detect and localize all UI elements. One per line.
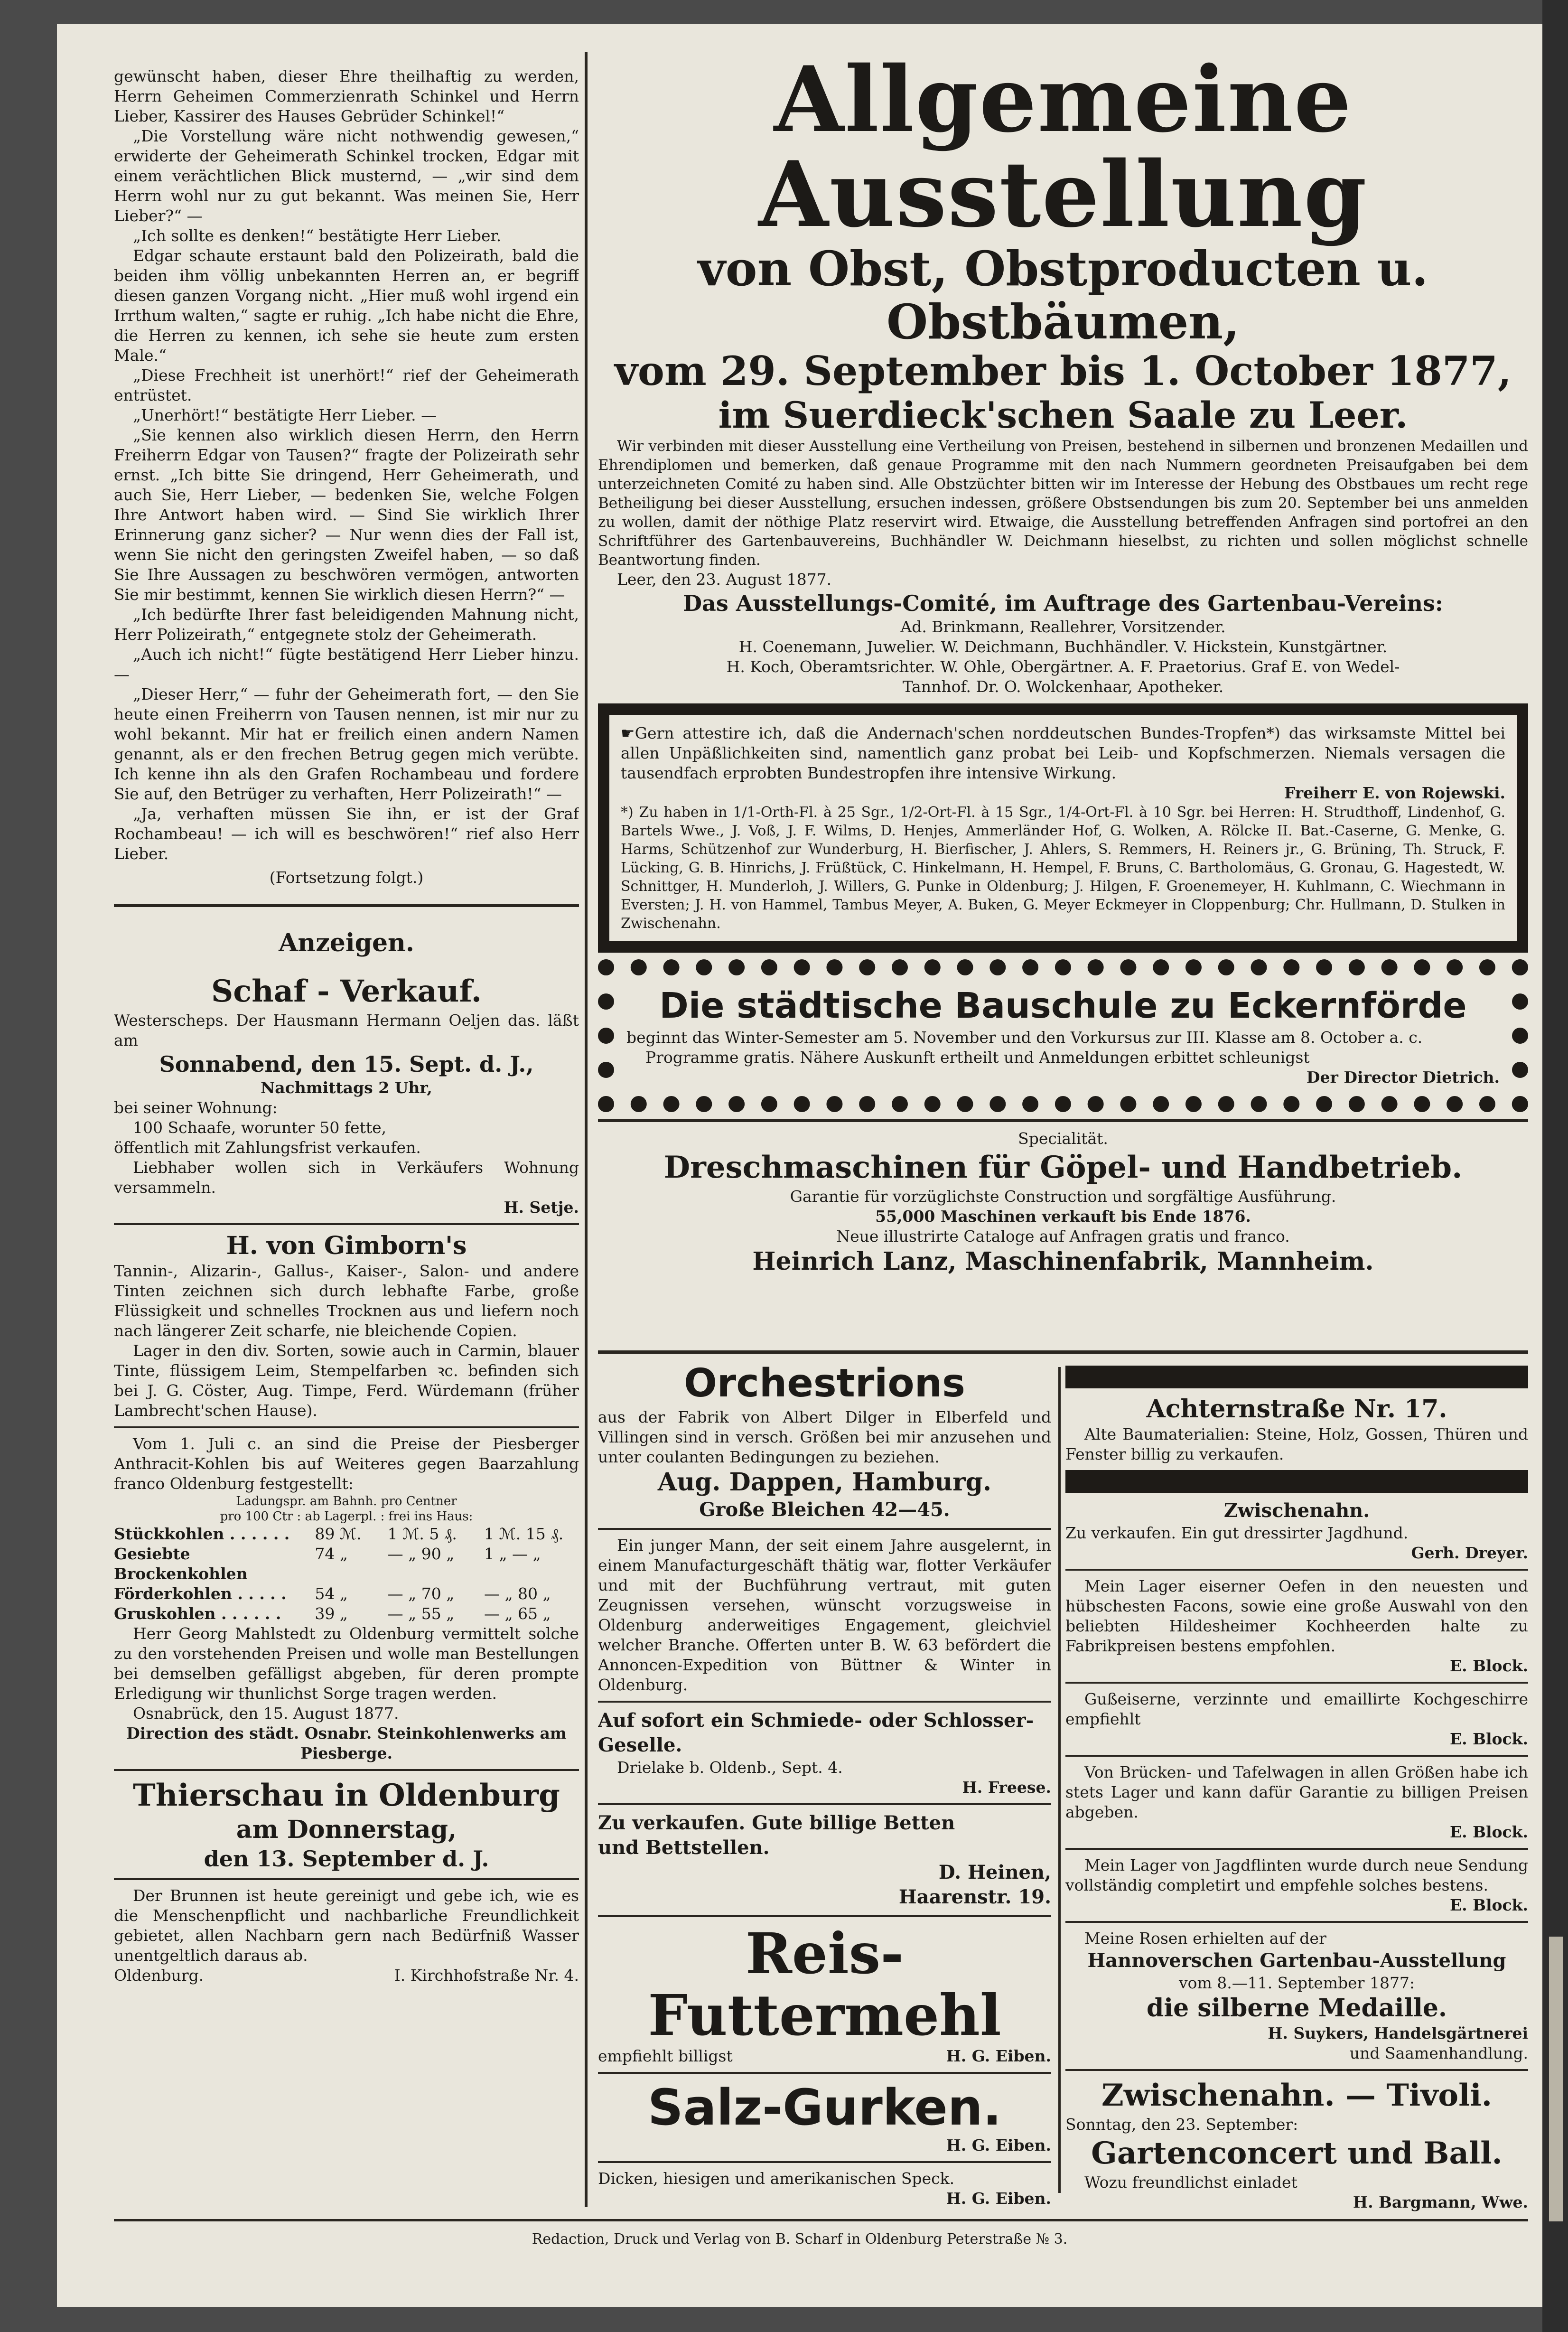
table-row: [114, 1584, 579, 1604]
story-paragraph: „Dieser Herr,“ — fuhr der Geheimerath fort, — den Sie heute einen Freiherrn von Tausen nennen, ist mir nur zu wohl bekannt. Mir hat er freilich einen andern Namen genannt, als er den frechen Betrug gegen mich verübte. Ich kenne ihn als den Grafen Rochambeau und fordere Sie auf, den Betrüger zu verhaften, Herr Polizeirath!“ —: [114, 685, 579, 803]
ad-schaf: [114, 973, 579, 1218]
ad-text: Alte Baumaterialien: Steine, Holz, Gossen, Thüren und Fenster billig zu verkaufen.: [1065, 1425, 1528, 1463]
ad-junger-mann: [598, 1536, 1051, 1695]
committee-member: Tannhof. Dr. O. Wolckenhaar, Apotheker.: [902, 677, 1224, 696]
ad-reis: [598, 1920, 1051, 2066]
cell: 1 „ — „: [484, 1545, 541, 1563]
ad-text: Garantie für vorzüglichste Construction und sorgfältige Ausführung.: [790, 1187, 1336, 1206]
ad-signature: Direction des städt. Osnabr. Steinkohlenwerks am Piesberge.: [126, 1724, 567, 1762]
ad-signature: E. Block.: [1449, 1823, 1528, 1841]
ad-text: Meine Rosen erhielten auf der: [1084, 1929, 1326, 1948]
ad-text: bei seiner Wohnung:: [114, 1098, 278, 1117]
ad-title: Achternstraße Nr. 17.: [1146, 1395, 1447, 1424]
ad-betten: [598, 1811, 1051, 1910]
table-head: Ladungspr. am Bahnh. pro Centner: [236, 1494, 457, 1508]
far-right-column: [1065, 1360, 1528, 2214]
ad-schmied: [598, 1708, 1051, 1798]
middle-column: [598, 1360, 1051, 2214]
ad-block-oefen: [1065, 1576, 1528, 1676]
ad-footer-row: [114, 1966, 579, 1985]
divider: [598, 1701, 1051, 1703]
ad-event: Gartenconcert und Ball.: [1091, 2135, 1503, 2171]
ad-committee: Das Ausstellungs-Comité, im Auftrage des Gartenbau-Vereins:: [683, 590, 1443, 616]
table-row: [114, 1544, 579, 1584]
black-bar: [1065, 1366, 1528, 1388]
ad-gurken: [598, 2079, 1051, 2155]
ad-title: Thierschau in Oldenburg: [133, 1778, 560, 1813]
divider: [1065, 2069, 1528, 2071]
ad-venue: im Suerdieck'schen Saale zu Leer.: [718, 394, 1408, 436]
ad-text: Zu verkaufen. Ein gut dressirter Jagdhund.: [1065, 1524, 1409, 1542]
cell: — „ 65 „: [484, 1604, 551, 1623]
ad-signature: Der Director Dietrich.: [1306, 1068, 1500, 1086]
divider: [598, 1528, 1051, 1530]
story-paragraph: „Sie kennen also wirklich diesen Herrn, den Herrn Freiherrn Edgar von Tausen?“ fragte der Polizeirath sehr ernst. „Ich bitte Sie dringend, Herr Geheimerath, und auch Sie, Herr Lieber, — bedenken Sie, welche Folgen Ihre Antwort haben wird. — Sind Sie wirklich Ihrer Erinnerung ganz sicher? — Nur wenn dies der Fall ist, wenn Sie nicht den geringsten Zweifel haben, — so daß Sie Ihre Aussagen zu beschwören vermögen, antworten Sie mir bestimmt, kennen Sie wirklich diesen Herrn?“ —: [114, 426, 579, 604]
ad-date: Sonnabend, den 15. Sept. d. J.,: [159, 1051, 534, 1077]
cell: 54 „: [315, 1584, 348, 1603]
ad-place: Oldenburg.: [114, 1966, 204, 1985]
ad-signature: E. Block.: [1449, 1896, 1528, 1914]
ad-title: Auf sofort ein Schmiede- oder Schlosser-Geselle.: [598, 1709, 1034, 1756]
ad-date: Leer, den 23. August 1877.: [617, 570, 832, 589]
cell: 1 ℳ. 15 ₰.: [484, 1525, 564, 1543]
table-row: [114, 1524, 579, 1544]
ad-title: Salz-Gurken.: [647, 2079, 1002, 2136]
ad-text: Ein junger Mann, der seit einem Jahre ausgelernt, in einem Manufacturgeschäft thätig war, flotter Verkäufer und mit der Buchführung vertraut, mit guten Zeugnissen versehen, wünscht vorzugsweise in Oldenburg anderweitiges Engagement, gleichviel welcher Branche. Offerten unter B. W. 63 befördert die Annoncen-Expedition von Büttner & Winter in Oldenburg.: [598, 1536, 1051, 1694]
ad-dates: vom 29. September bis 1. October 1877,: [615, 347, 1512, 394]
ad-text: Dicken, hiesigen und amerikanischen Speck.: [598, 2169, 955, 2188]
story-paragraph: Edgar schaute erstaunt bald den Polizeirath, bald die beiden ihm völlig unbekannten Herren an, er begriff diesen ganzen Vorgang nicht. „Hier muß wohl irgend ein Irrthum walten,“ sagte er ruhig. „Ich habe nicht die Ehre, die Herren zu kennen, ich sehe sie heute zum ersten Male.“: [114, 246, 579, 365]
ad-signature: H. G. Eiben.: [946, 2047, 1051, 2065]
cell: 1 ℳ. 5 ₰.: [387, 1525, 457, 1543]
continued-note: (Fortsetzung folgt.): [269, 868, 424, 887]
ad-signature: H. G. Eiben.: [946, 2189, 1051, 2208]
imprint: Redaction, Druck und Verlag von B. Scharf in Oldenburg Peterstraße № 3.: [532, 2231, 1068, 2248]
ad-dealer-list: *) Zu haben in 1/1-Orth-Fl. à 25 Sgr., 1/2-Ort-Fl. à 15 Sgr., 1/4-Ort-Fl. à 10 Sgr. bei Herren: H. Strudthoff, Lindenhof, G. Bartels Wwe., J. Voß, J. F. Wilms, D. Henjes, Ammerländer Hof, G. Wolken, A. Rölcke II. Bat.-Caserne, G. Menke, G. Harms, Schützenhof zur Wunderburg, H. Bierfischer, J. Ahlers, S. Remmers, H. Reiners jr., G. Brüning, Th. Struck, F. Lücking, G. B. Hinrichs, J. Früßtück, C. Hinkelmann, H. Hempel, F. Bruns, C. Bartholomäus, G. Gronau, G. Hagestedt, W. Schnittger, H. Munderloh, J. Willers, G. Punke in Oldenburg; J. Hilgen, F. Groenemeyer, H. Kuhlmann, C. Wiechmann in Eversten; J. H. von Hammel, Tambus Meyer, A. Buken, G. Meyer Eckmeyer in Cloppenburg; Chr. Hullmann, D. Stulken in Zwischenahn.: [621, 804, 1505, 932]
ad-title: H. von Gimborn's: [226, 1231, 467, 1260]
divider: [1065, 1921, 1528, 1923]
ad-title: Zwischenahn.: [1223, 1499, 1370, 1522]
ad-title: Zwischenahn. — Tivoli.: [1101, 2078, 1492, 2113]
cell: — „ 90 „: [387, 1545, 455, 1563]
ad-title: Allgemeine Ausstellung: [758, 52, 1368, 247]
ad-text: Neue illustrirte Cataloge auf Anfragen gratis und franco.: [836, 1227, 1290, 1246]
ad-text: 100 Schaafe, worunter 50 fette,: [133, 1118, 387, 1137]
story-paragraph: gewünscht haben, dieser Ehre theilhaftig zu werden, Herrn Geheimen Commerzienrath Schinkel und Herrn Lieber, Kassirer des Hauses Gebrüder Schinkel!“: [114, 67, 579, 125]
ad-title: Schaf - Verkauf.: [211, 974, 482, 1009]
ad-date: Sonntag, den 23. September:: [1065, 2115, 1298, 2134]
ad-brunnen: [114, 1886, 579, 1985]
ad-date: Osnabrück, den 15. August 1877.: [133, 1704, 399, 1723]
ad-signature: E. Block.: [1449, 1657, 1528, 1675]
ad-achternstrasse: [1065, 1394, 1528, 1464]
divider: [598, 2072, 1051, 2074]
divider: [114, 904, 579, 907]
ad-text: und Bettstellen.: [598, 1836, 770, 1859]
ad-signature: D. Heinen,: [938, 1861, 1051, 1883]
story-paragraph: „Ich bedürfte Ihrer fast beleidigenden Mahnung nicht, Herr Polizeirath,“ entgegnete stolz der Geheimerath.: [114, 605, 579, 644]
ad-ausstellung: [598, 52, 1528, 697]
newspaper-page: [57, 24, 1542, 2307]
story-paragraph: „Ich sollte es denken!“ bestätigte Herr Lieber.: [133, 226, 502, 245]
story-paragraph: „Unerhört!“ bestätigte Herr Lieber. —: [133, 406, 437, 424]
divider: [598, 1119, 1528, 1122]
ad-signature: H. G. Eiben.: [946, 2136, 1051, 2154]
ad-place: Drielake b. Oldenb., Sept. 4.: [617, 1758, 843, 1777]
story-paragraph: „Diese Frechheit ist unerhört!“ rief der Geheimerath entrüstet.: [114, 366, 579, 404]
ad-address: I. Kirchhofstraße Nr. 4.: [394, 1966, 579, 1985]
ad-text: Gußeiserne, verzinnte und emaillirte Kochgeschirre empfiehlt: [1065, 1690, 1528, 1728]
cell: Gesiebte Brockenkohlen: [114, 1545, 248, 1583]
ad-signature: und Saamenhandlung.: [1349, 2044, 1528, 2062]
ad-text: Herr Georg Mahlstedt zu Oldenburg vermittelt solche zu den vorstehenden Preisen und wolle man Bestellungen bei demselben gefälligst abgeben, für deren prompte Erledigung wir thunlichst Sorge tragen werden.: [114, 1624, 579, 1703]
ad-subtitle: am Donnerstag,: [236, 1815, 457, 1844]
column-rule: [1058, 1367, 1061, 2193]
divider: [114, 1878, 579, 1880]
ad-footer-row: [598, 2046, 1051, 2066]
committee-member: H. Koch, Oberamtsrichter. W. Ohle, Obergärtner. A. F. Praetorius. Graf E. von Wedel-: [726, 657, 1400, 676]
story-paragraph: „Auch ich nicht!“ fügte bestätigend Herr Lieber hinzu. —: [114, 645, 579, 684]
ad-thierschau: [114, 1777, 579, 1873]
ad-text: Vom 1. Juli c. an sind die Preise der Piesberger Anthracit-Kohlen bis auf Weiteres gegen Baarzahlung franco Oldenburg festgestellt:: [114, 1434, 579, 1493]
ad-title: Orchestrions: [684, 1361, 965, 1406]
ad-text: Wozu freundlichst einladet: [1084, 2173, 1297, 2192]
ad-text: beginnt das Winter-Semester am 5. November und den Vorkursus zur III. Klasse am 8. October a. c.: [626, 1028, 1423, 1047]
ad-text: Liebhaber wollen sich in Verkäufers Wohnung versammeln.: [114, 1158, 579, 1197]
divider: [598, 2161, 1051, 2163]
ad-signature: Gerh. Dreyer.: [1411, 1544, 1528, 1562]
ad-text: Von Brücken- und Tafelwagen in allen Größen habe ich stets Lager und kann dafür Garantie zu billigen Preisen abgeben.: [1065, 1763, 1528, 1821]
divider: [1065, 1755, 1528, 1757]
divider: [598, 1915, 1051, 1917]
committee-member: H. Coenemann, Juwelier. W. Deichmann, Buchhändler. V. Hickstein, Kunstgärtner.: [738, 637, 1388, 656]
section-heading-anzeigen: Anzeigen.: [279, 928, 414, 957]
ad-block-flinten: [1065, 1855, 1528, 1915]
divider: [1065, 1569, 1528, 1571]
ad-text: empfiehlt billigst: [598, 2047, 733, 2065]
ad-text: öffentlich mit Zahlungsfrist verkaufen.: [114, 1138, 421, 1157]
ad-text: Der Brunnen ist heute gereinigt und gebe ich, wie es die Menschenpflicht und nachbarliche Freundlichkeit gebietet, allen Nachbarn gern nach Bedürfniß Wasser unentgeltlich daraus ab.: [114, 1886, 579, 1965]
ad-text: Programme gratis. Nähere Auskunft ertheilt und Anmeldungen erbittet schleunigst: [645, 1048, 1310, 1067]
ad-address: Haarenstr. 19.: [898, 1886, 1051, 1908]
ad-text: [621, 723, 1505, 783]
ad-text: aus der Fabrik von Albert Dilger in Elberfeld und Villingen sind in versch. Größen bei mir anzusehen und unter coulanten Bedingungen zu beziehen.: [598, 1408, 1051, 1466]
ad-tivoli: [1065, 2077, 1528, 2212]
ad-signature: Heinrich Lanz, Maschinenfabrik, Mannheim.: [752, 1247, 1374, 1276]
ad-award: die silberne Medaille.: [1146, 1994, 1447, 2023]
ad-title: Hannoverschen Gartenbau-Ausstellung: [1087, 1949, 1506, 1972]
divider: [114, 1426, 579, 1428]
ad-signature: Aug. Dappen, Hamburg.: [657, 1468, 992, 1497]
table-head: pro 100 Ctr : ab Lagerpl. : frei ins Haus:: [220, 1509, 473, 1524]
divider: [114, 1769, 579, 1771]
ad-title: Dreschmaschinen für Göpel- und Handbetrieb.: [663, 1150, 1463, 1185]
ad-block-wagen: [1065, 1762, 1528, 1842]
ad-signature: Freiherr E. von Rojewski.: [1284, 784, 1505, 802]
pointing-hand-icon: ☛: [621, 724, 635, 742]
ad-text: 55,000 Maschinen verkauft bis Ende 1876.: [875, 1207, 1251, 1226]
ad-address: Große Bleichen 42—45.: [699, 1498, 950, 1521]
divider: [114, 1223, 579, 1225]
ad-date: den 13. September d. J.: [204, 1846, 489, 1872]
cell: — „ 70 „: [387, 1584, 455, 1603]
ad-signature: H. Suykers, Handelsgärtnerei: [1268, 2024, 1528, 2042]
ad-text: Westerscheps. Der Hausmann Hermann Oeljen das. läßt am: [114, 1011, 579, 1049]
ad-title: Reis-Futtermehl: [648, 1920, 1001, 2048]
cell: Stückkohlen . . . . . .: [114, 1525, 290, 1543]
ad-signature: H. Setje.: [504, 1198, 579, 1217]
ad-speck: [598, 2169, 1051, 2209]
committee-member: Ad. Brinkmann, Reallehrer, Vorsitzender.: [900, 618, 1226, 636]
cell: — „ 55 „: [387, 1604, 455, 1623]
ad-bundes-tropfen: [598, 703, 1528, 953]
cell: — „ 80 „: [484, 1584, 551, 1603]
cell: 39 „: [315, 1604, 348, 1623]
ad-text: Mein Lager von Jagdflinten wurde durch neue Sendung vollständig completirt und empfehle solches bestens.: [1065, 1856, 1528, 1894]
cell: 89 ℳ.: [315, 1525, 362, 1543]
ad-title: Die städtische Bauschule zu Eckernförde: [659, 985, 1467, 1026]
ad-time: Nachmittags 2 Uhr,: [261, 1078, 432, 1097]
divider: [114, 2219, 1528, 2221]
divider: [1065, 1682, 1528, 1684]
page-edge: [1549, 1937, 1563, 2221]
divider: [1065, 1848, 1528, 1850]
divider: [598, 1350, 1528, 1354]
ad-signature: E. Block.: [1449, 1730, 1528, 1748]
ad-signature: H. Freese.: [962, 1778, 1051, 1797]
ad-lanz: [598, 1129, 1528, 1277]
column-rule: [585, 52, 588, 2207]
ad-zwischenahn: [1065, 1498, 1528, 1563]
ad-text: Lager in den div. Sorten, sowie auch in Carmin, blauer Tinte, flüssigem Leim, Stempelfarben ꝛc. befinden sich bei J. G. Cöster, Aug. Timpe, Ferd. Würdemann (früher Lambrecht'schen Hause).: [114, 1341, 579, 1420]
ad-text: Tannin-, Alizarin-, Gallus-, Kaiser-, Salon- und andere Tinten zeichnen sich durch lebhafte Farbe, große Flüssigkeit und schnelles Trocknen aus und liefern noch nach längerer Zeit scharfe, nie bleichende Copien.: [114, 1262, 579, 1340]
ad-gimborn: [114, 1231, 579, 1421]
ad-bauschule: [598, 959, 1528, 1112]
ad-text: Wir verbinden mit dieser Ausstellung eine Vertheilung von Preisen, bestehend in silbernen und bronzenen Medaillen und Ehrendiplomen und bemerken, daß genaue Programme mit den nach Nummern geordneten Preisaufgaben bei dem unterzeichneten Comité zu haben sind. Alle Obstzüchter bitten wir im Interesse der Hebung des Obstbaues um recht rege Betheiligung bei dieser Ausstellung, ersuchen indessen, größere Obstsendungen bis zum 20. September bei uns anmelden zu wollen, damit der nöthige Platz reservirt wird. Etwaige, die Ausstellung betreffenden Anfragen sind portofrei an den Schriftführer des Gartenbauvereins, Buchhändler W. Deichmann hieselbst, zu richten und sollen möglichst schnelle Beantwortung finden.: [598, 438, 1528, 569]
ad-kicker: Specialität.: [1018, 1129, 1108, 1148]
ad-rosen: [1065, 1929, 1528, 2063]
ad-text: Mein Lager eiserner Oefen in den neuesten und hübschesten Facons, sowie eine große Auswahl von den beliebten Hildesheimer Kochheerden halte zu Fabrikpreisen bestens empfohlen.: [1065, 1577, 1528, 1655]
story-paragraph: „Die Vorstellung wäre nicht nothwendig gewesen,“ erwiderte der Geheimerath Schinkel trocken, Edgar mit einem verächtlichen Blick musternd, — „wir sind dem Herrn wohl nur zu gut bekannt. Was meinen Sie, Herr Lieber?“ —: [114, 127, 579, 225]
ad-text-body: Gern attestire ich, daß die Andernach'schen norddeutschen Bundes-Tropfen*) das wirksamste Mittel bei allen Unpäßlichkeiten sind, namentlich ganz probat bei Leib- und Kopfschmerzen. Niemals versagen die tausendfach erprobten Bundestropfen ihre intensive Wirkung.: [621, 724, 1505, 782]
cell: 74 „: [315, 1545, 348, 1563]
black-bar: [1065, 1470, 1528, 1493]
divider: [598, 1803, 1051, 1805]
ad-block-kochgeschirre: [1065, 1689, 1528, 1749]
ad-orchestrions: [598, 1360, 1051, 1522]
ad-subtitle: von Obst, Obstproducten u. Obstbäumen,: [698, 241, 1428, 350]
left-column: [114, 66, 579, 2231]
cell: Förderkohlen . . . . .: [114, 1584, 287, 1603]
ad-text: vom 8.—11. September 1877:: [1178, 1974, 1415, 1992]
table-row: [114, 1604, 579, 1624]
story-paragraph: „Ja, verhaften müssen Sie ihn, er ist der Graf Rochambeau! — ich will es beschwören!“ rief also Herr Lieber.: [114, 805, 579, 863]
story-text: [114, 66, 579, 888]
ad-kohlen: [114, 1434, 579, 1763]
cell: Gruskohlen . . . . . .: [114, 1604, 281, 1623]
ad-signature: H. Bargmann, Wwe.: [1353, 2193, 1528, 2211]
ad-title: Zu verkaufen. Gute billige Betten: [598, 1812, 955, 1834]
